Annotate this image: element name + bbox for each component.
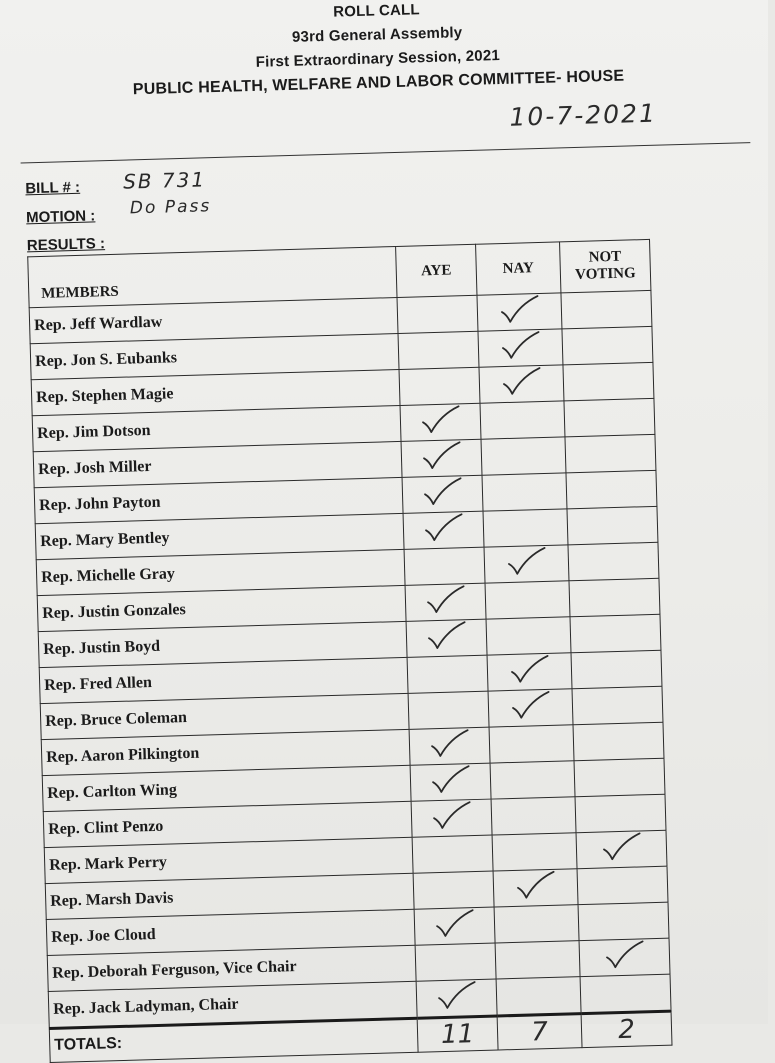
vote-cell-aye [410, 763, 491, 801]
member-name: Rep. Josh Miller [33, 441, 402, 487]
member-name: Rep. Marsh Davis [45, 873, 414, 919]
col-header-members: MEMBERS [28, 247, 397, 308]
total-not-voting: 2 [581, 1011, 672, 1047]
vote-cell-not-voting [575, 794, 666, 832]
assembly-line: 93rd General Assembly [291, 24, 463, 46]
checkmark-icon [424, 620, 469, 651]
roll-body [29, 290, 671, 1028]
checkmark-icon [428, 764, 473, 795]
bill-value: SB 731 [122, 167, 207, 194]
member-name: Rep. Mary Bentley [35, 513, 404, 559]
col-header-nay: NAY [476, 242, 561, 295]
checkmark-icon [420, 476, 465, 507]
handwritten-date: 10-7-2021 [509, 98, 658, 132]
member-name: Rep. Michelle Gray [36, 549, 405, 595]
member-name: Rep. Aaron Pilkington [41, 729, 410, 775]
vote-cell-nay [485, 581, 570, 619]
results-label: RESULTS : [26, 235, 106, 255]
vote-cell-not-voting [561, 290, 652, 328]
vote-cell-aye [400, 403, 481, 441]
vote-cell-aye [416, 979, 497, 1018]
col-header-not-voting: NOT VOTING [560, 239, 651, 292]
checkmark-icon [432, 908, 477, 939]
vote-cell-not-voting [571, 650, 662, 688]
session-line: First Extraordinary Session, 2021 [255, 47, 501, 71]
vote-cell-not-voting [567, 506, 658, 544]
vote-cell-aye [405, 583, 486, 621]
vote-cell-not-voting [569, 578, 660, 616]
vote-cell-aye [397, 295, 478, 333]
committee-line: PUBLIC HEALTH, WELFARE AND LABOR COMMITTEE- HOUSE [132, 67, 625, 99]
member-name: Rep. Jon S. Eubanks [30, 333, 399, 379]
checkmark-icon [513, 870, 558, 901]
vote-cell-nay [491, 797, 576, 835]
vote-cell-not-voting [580, 974, 671, 1013]
vote-cell-nay [480, 401, 565, 439]
checkmark-icon [504, 546, 549, 577]
vote-cell-nay [484, 545, 569, 583]
vote-cell-nay [496, 977, 581, 1016]
vote-cell-aye [398, 331, 479, 369]
checkmark-icon [434, 980, 479, 1011]
member-name: Rep. Clint Penzo [43, 801, 412, 847]
checkmark-icon [429, 800, 474, 831]
vote-cell-aye [402, 475, 483, 513]
vote-cell-nay [488, 689, 573, 727]
total-aye: 11 [417, 1016, 498, 1052]
vote-cell-not-voting [564, 398, 655, 436]
checkmark-icon [599, 831, 644, 862]
vote-cell-not-voting [570, 614, 661, 652]
vote-cell-aye [401, 439, 482, 477]
checkmark-icon [602, 939, 647, 970]
checkmark-icon [507, 654, 552, 685]
vote-cell-nay [479, 365, 564, 403]
member-name: Rep. Jeff Wardlaw [29, 298, 398, 344]
vote-cell-aye [413, 871, 494, 909]
checkmark-icon [499, 366, 544, 397]
member-name: Rep. Fred Allen [39, 657, 408, 703]
vote-cell-nay [489, 725, 574, 763]
roll-call-table [27, 239, 672, 1063]
member-name: Rep. Justin Gonzales [37, 585, 406, 631]
checkmark-icon [418, 404, 463, 435]
member-name: Rep. Carlton Wing [42, 765, 411, 811]
roll-call-page [6, 0, 774, 1054]
motion-value: Do Pass [129, 196, 212, 219]
checkmark-icon [508, 690, 553, 721]
member-name: Rep. Justin Boyd [38, 621, 407, 667]
vote-cell-nay [478, 329, 563, 367]
motion-label: MOTION : [25, 207, 96, 227]
vote-cell-not-voting [562, 326, 653, 364]
vote-cell-aye [415, 943, 496, 981]
vote-cell-nay [495, 941, 580, 979]
vote-cell-not-voting [572, 686, 663, 724]
total-nay: 7 [497, 1014, 582, 1050]
member-name: Rep. Jack Ladyman, Chair [48, 981, 417, 1028]
checkmark-icon [423, 584, 468, 615]
member-name: Rep. Jim Dotson [32, 405, 401, 451]
vote-cell-not-voting [579, 938, 670, 976]
vote-cell-not-voting [566, 470, 657, 508]
vote-cell-nay [482, 473, 567, 511]
vote-cell-nay [494, 905, 579, 943]
member-name: Rep. Stephen Magie [31, 369, 400, 415]
member-name: Rep. John Payton [34, 477, 403, 523]
col-header-aye: AYE [396, 244, 477, 297]
vote-cell-nay [486, 617, 571, 655]
vote-cell-aye [414, 907, 495, 945]
vote-cell-aye [408, 691, 489, 729]
vote-cell-aye [403, 511, 484, 549]
vote-cell-aye [399, 367, 480, 405]
vote-cell-not-voting [578, 902, 669, 940]
member-name: Rep. Bruce Coleman [40, 693, 409, 739]
vote-cell-not-voting [568, 542, 659, 580]
vote-cell-nay [477, 293, 562, 331]
member-name: Rep. Deborah Ferguson, Vice Chair [47, 945, 416, 991]
vote-cell-aye [407, 655, 488, 693]
vote-cell-not-voting [576, 830, 667, 868]
vote-cell-aye [409, 727, 490, 765]
checkmark-icon [419, 440, 464, 471]
checkmark-icon [421, 512, 466, 543]
vote-cell-not-voting [573, 722, 664, 760]
member-name: Rep. Mark Perry [44, 837, 413, 883]
vote-cell-not-voting [563, 362, 654, 400]
vote-cell-nay [492, 833, 577, 871]
vote-cell-aye [411, 799, 492, 837]
bill-label: BILL # : [25, 178, 81, 198]
checkmark-icon [498, 330, 543, 361]
vote-cell-aye [404, 547, 485, 585]
divider-rule [21, 142, 751, 163]
vote-cell-nay [483, 509, 568, 547]
checkmark-icon [497, 294, 542, 325]
vote-cell-aye [406, 619, 487, 657]
vote-cell-nay [490, 761, 575, 799]
vote-cell-nay [487, 653, 572, 691]
checkmark-icon [427, 728, 472, 759]
vote-cell-not-voting [574, 758, 665, 796]
doc-title: ROLL CALL [333, 1, 420, 21]
vote-cell-nay [493, 869, 578, 907]
vote-cell-not-voting [565, 434, 656, 472]
vote-cell-nay [481, 437, 566, 475]
member-name: Rep. Joe Cloud [46, 909, 415, 955]
vote-cell-aye [412, 835, 493, 873]
vote-cell-not-voting [577, 866, 668, 904]
totals-label: TOTALS: [49, 1018, 418, 1062]
